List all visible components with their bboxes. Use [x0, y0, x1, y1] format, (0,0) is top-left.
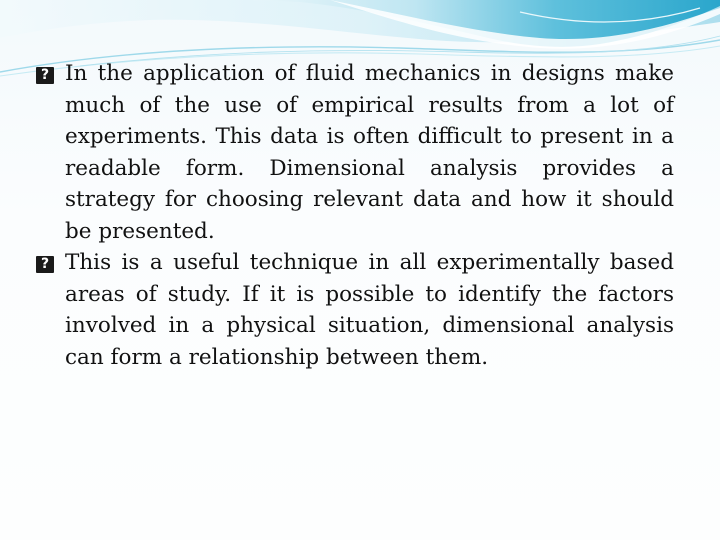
slide-body — [34, 58, 674, 373]
bullet-text: This is a useful technique in all experimentally based areas of study. If it is possible to identify the factors involved in a physical situation, dimensional analysis can form a relationship between them. — [65, 250, 674, 370]
missing-glyph-icon — [36, 256, 54, 273]
bullet-item — [34, 58, 674, 247]
missing-glyph-icon — [36, 67, 54, 84]
bullet-text: In the application of fluid mechanics in designs make much of the use of empirical results from a lot of experiments. This data is often difficult to present in a readable form. Dimensional analysis provides a strategy for choosing relevant data and how it should be presented. — [65, 61, 674, 244]
bullet-item — [34, 247, 674, 373]
